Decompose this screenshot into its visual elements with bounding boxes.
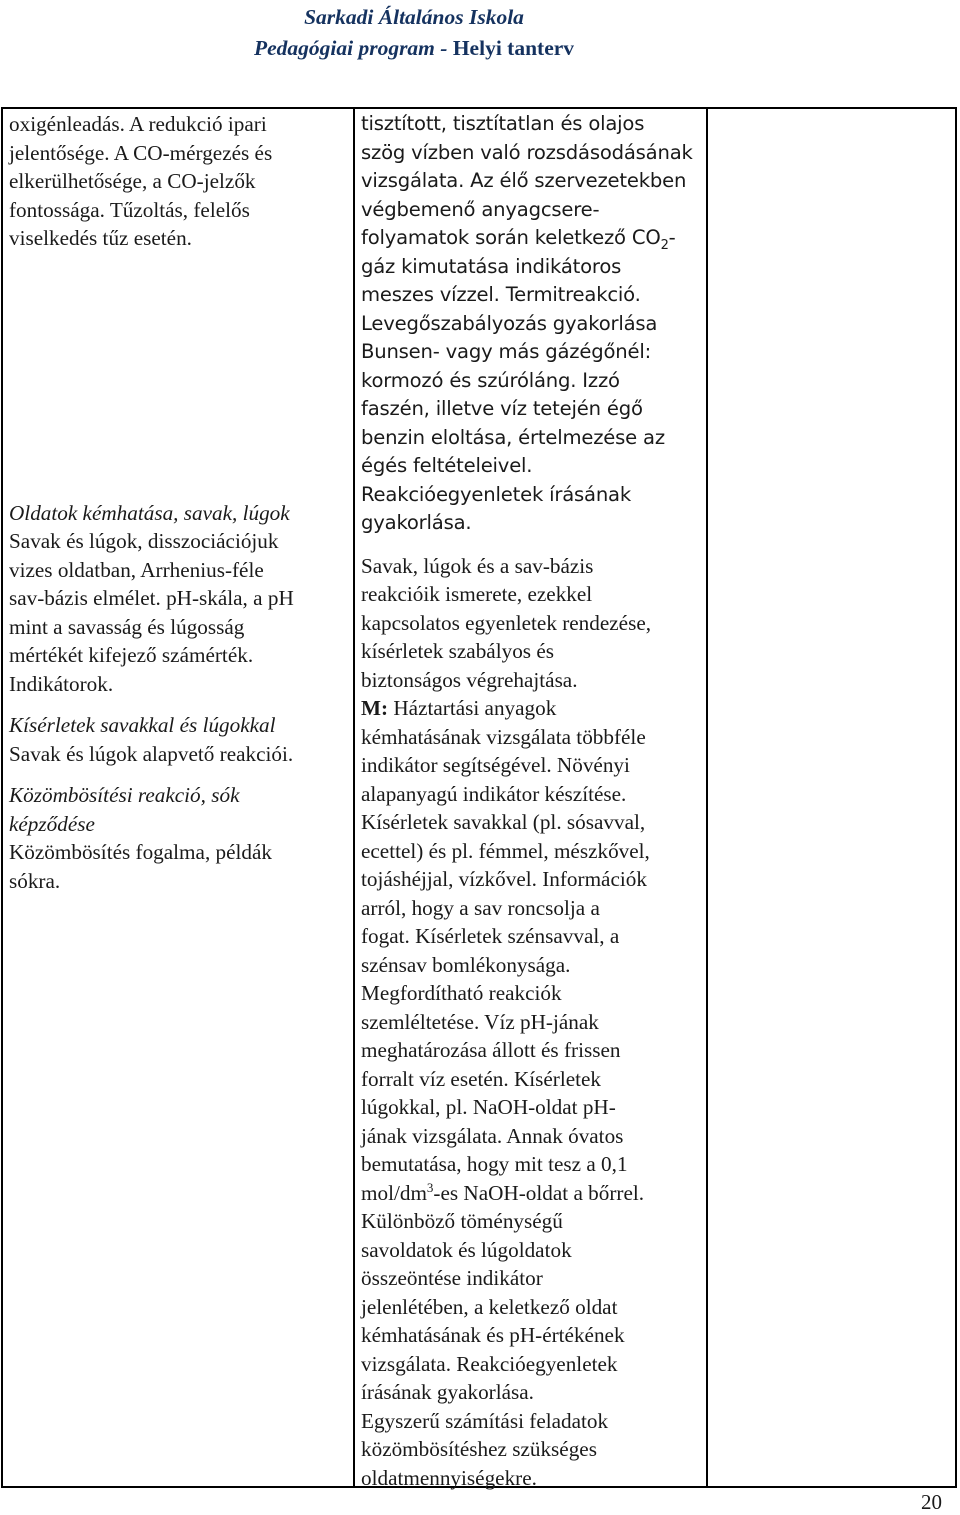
program-title: Pedagógiai program - Helyi tanterv <box>253 36 575 60</box>
text-line-m: M: Háztartási anyagok <box>361 696 557 720</box>
text-line: biztonságos végrehajtása. <box>361 667 578 692</box>
text-line: arról, hogy a sav roncsolja a <box>361 895 600 920</box>
text-line: sav-bázis elmélet. pH-skála, a pH <box>9 586 294 610</box>
text-line: jelenlétében, a keletkező oldat <box>361 1294 618 1319</box>
table-left-border <box>1 107 3 1488</box>
program-subtitle: Helyi tanterv <box>452 36 575 60</box>
topic-block-neutralization <box>9 781 349 895</box>
text-line-co2: folyamatok során keletkező $CO_2-$ <box>361 226 676 253</box>
text-line: reakcióik ismerete, ezekkel <box>361 582 593 606</box>
column-divider-2 <box>706 107 708 1488</box>
text-line: vizes oldatban, Arrhenius-féle <box>9 557 264 582</box>
text-line: meghatározása állott és frissen <box>361 1038 621 1062</box>
topic-block-experiments <box>9 711 349 768</box>
text-line: kapcsolatos egyenletek rendezése, <box>361 610 652 635</box>
text-line: szénsav bomlékonysága. <box>361 952 571 977</box>
text-line: jának vizsgálata. Annak óvatos <box>361 1123 624 1148</box>
topic-column <box>9 110 349 895</box>
text-line: alapanyagú indikátor készítése. <box>361 781 627 806</box>
text-line: meszes vízzel. Termitreakció. <box>361 283 641 306</box>
text-line: Savak és lúgok alapvető reakciói. <box>9 741 294 766</box>
text-line: kormozó és szúróláng. Izzó <box>361 368 620 392</box>
text-line: Indikátorok. <box>9 671 114 696</box>
activities-column <box>361 110 703 1492</box>
text-line: forralt víz esetén. Kísérletek <box>361 1066 602 1091</box>
text-line: fontossága. Tűzoltás, felelős <box>9 197 250 222</box>
text-line: kémhatásának és pH-értékének <box>361 1323 625 1347</box>
text-line: ecettel) és pl. fémmel, mészkővel, <box>361 838 650 863</box>
text-line: kísérletek szabályos és <box>361 639 554 663</box>
text-line: Kísérletek savakkal (pl. sósavval, <box>361 810 646 834</box>
table-right-border <box>955 107 957 1488</box>
text-line: Különböző töménységű <box>361 1209 563 1233</box>
activity-block-2 <box>361 552 703 1493</box>
text-line: bemutatása, hogy mit tesz a 0,1 <box>361 1152 628 1176</box>
page-number: 20 <box>921 1490 942 1514</box>
column-divider-1 <box>353 107 355 1488</box>
text-line: oldatmennyiségekre. <box>361 1465 537 1490</box>
m-label: M: <box>361 696 389 720</box>
text-line: közömbösítéshez szükséges <box>361 1437 597 1461</box>
text-line: vizsgálata. Az élő szervezetekben <box>361 169 687 192</box>
text-line: Bunsen- vagy más gázégőnél: <box>361 340 651 363</box>
text-line: szög vízben való rozsdásodásának <box>361 140 693 164</box>
curriculum-table <box>1 107 957 1488</box>
text-line: elkerülhetősége, a CO-jelzők <box>9 169 256 193</box>
text-line: összeöntése indikátor <box>361 1266 543 1290</box>
topic-title: Kísérletek savakkal és lúgokkal <box>9 713 276 737</box>
text-line: vizsgálata. Reakcióegyenletek <box>361 1351 618 1376</box>
text-line: gáz kimutatása indikátoros <box>361 254 622 278</box>
text-line: szemléltetése. Víz pH-jának <box>361 1009 599 1034</box>
text-line: indikátor segítségével. Növényi <box>361 753 630 777</box>
text-line: Levegőszabályozás gyakorlása <box>361 311 658 335</box>
text-line-dm3: mol/$dm^3-es$ NaOH-oldat a bőrrel. <box>361 1179 645 1205</box>
text-line: jelentősége. A CO-mérgezés és <box>9 140 273 165</box>
topic-block-solutions <box>9 499 349 699</box>
page-header <box>184 2 644 64</box>
text-line: savoldatok és lúgoldatok <box>361 1237 572 1262</box>
text-line: fogat. Kísérletek szénsavval, a <box>361 924 620 948</box>
topic-title: Közömbösítési reakció, sók <box>9 783 240 807</box>
activity-block-1 <box>361 110 703 538</box>
text-line: tisztított, tisztítatlan és olajos <box>361 112 645 135</box>
text-line: oxigénleadás. A redukció ipari <box>9 112 267 136</box>
text-line: lúgokkal, pl. NaOH-oldat pH- <box>361 1095 616 1119</box>
text-line: Megfordítható reakciók <box>361 981 562 1005</box>
text-line: viselkedés tűz esetén. <box>9 226 192 250</box>
text-line: mértékét kifejező számérték. <box>9 643 254 667</box>
text-line: Savak, lúgok és a sav-bázis <box>361 553 594 578</box>
text-line: mint a savasság és lúgosság <box>9 614 245 639</box>
text-line: végbemenő anyagcsere- <box>361 197 600 221</box>
text-line: tojáshéjjal, vízkővel. Információk <box>361 867 647 891</box>
table-top-border <box>1 107 957 109</box>
text-line: Reakcióegyenletek írásának <box>361 482 632 506</box>
text-line: Közömbösítés fogalma, példák <box>9 840 273 864</box>
text-line: faszén, illetve víz tetején égő <box>361 397 643 420</box>
topic-block-oxidation <box>9 110 349 253</box>
text-line: Savak és lúgok, disszociációjuk <box>9 529 279 553</box>
text-line: kémhatásának vizsgálata többféle <box>361 724 646 749</box>
text-line: írásának gyakorlása. <box>361 1380 534 1404</box>
text-line: sókra. <box>9 868 61 893</box>
school-name: Sarkadi Általános Iskola <box>304 5 524 29</box>
text-line: Egyszerű számítási feladatok <box>361 1408 609 1433</box>
topic-title: Oldatok kémhatása, savak, lúgok <box>9 500 290 525</box>
topic-title: képződése <box>9 811 95 836</box>
text-line: benzin eloltása, értelmezése az <box>361 425 665 449</box>
text-line: gyakorlása. <box>361 511 472 534</box>
text-line: égés feltételeivel. <box>361 454 533 477</box>
